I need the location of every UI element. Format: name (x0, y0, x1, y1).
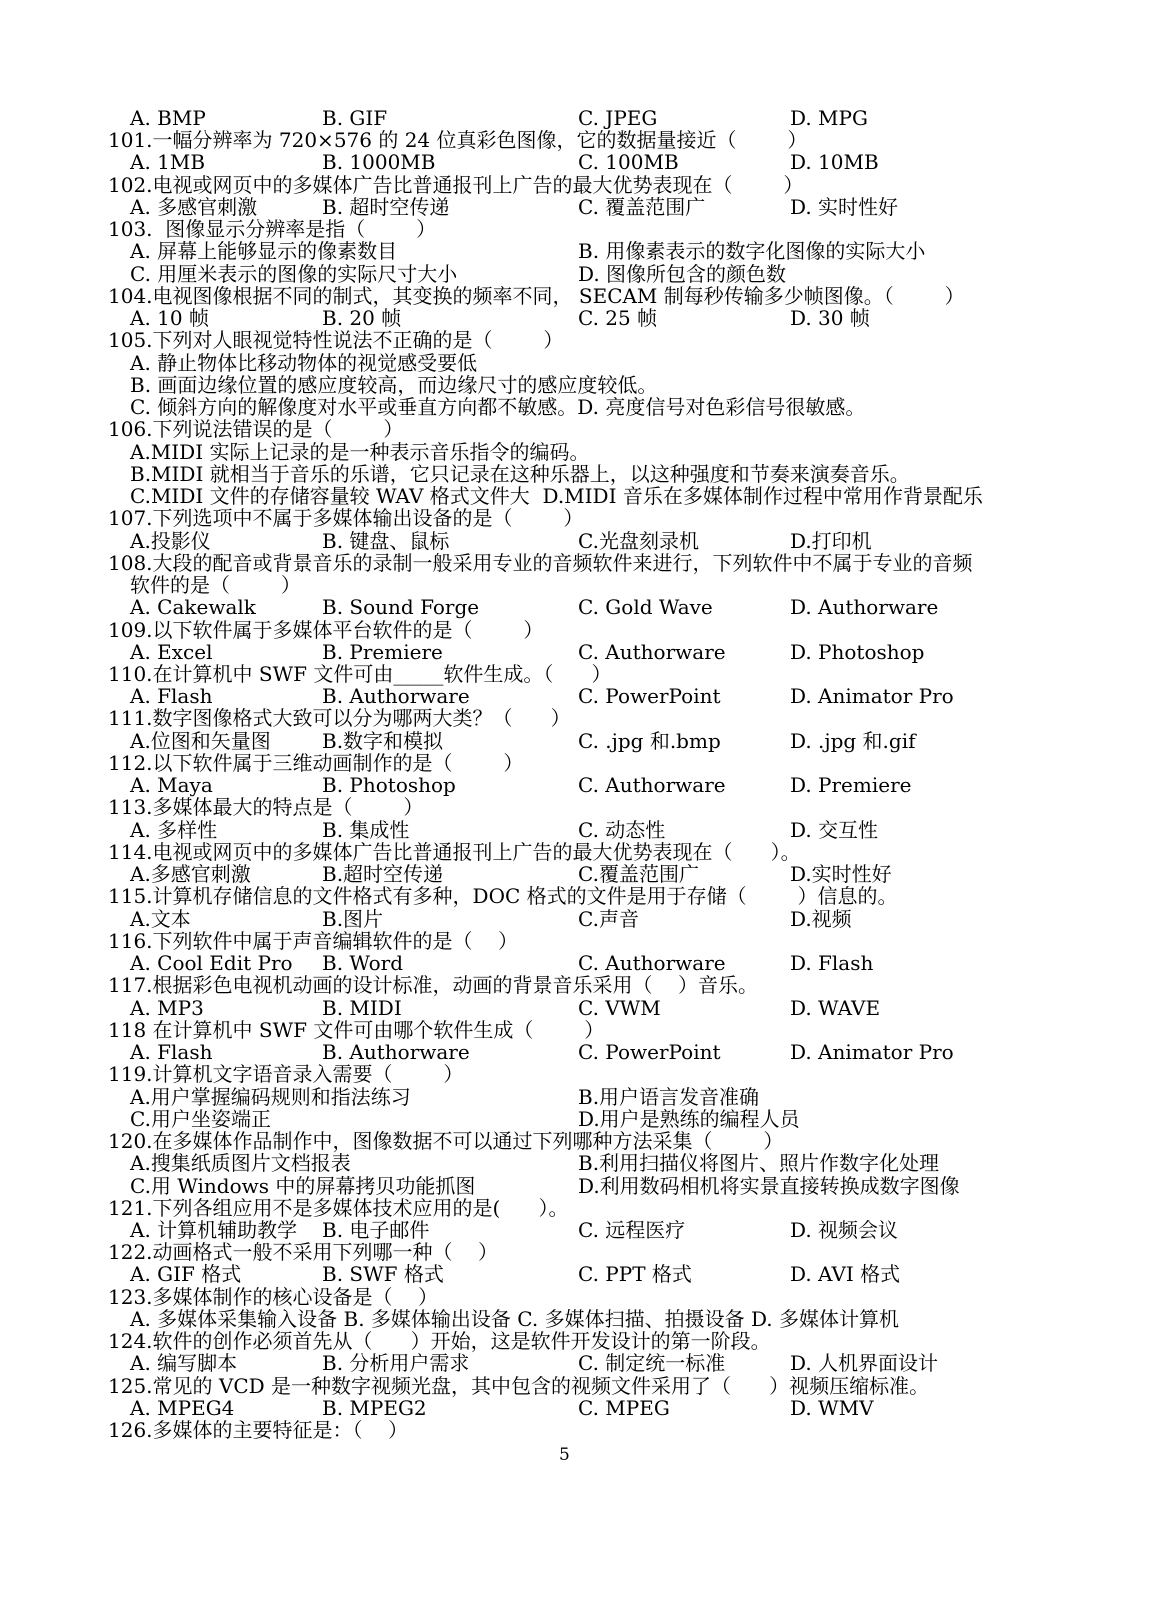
answer-option: D. Premiere (790, 773, 912, 798)
answer-option: A. 1MB (130, 150, 206, 175)
options-row (0, 1086, 1163, 1108)
answer-option: B. 1000MB (322, 150, 436, 175)
answer-option: B. 超时空传递 (322, 194, 450, 219)
answer-option: A. 多媒体采集输入设备 B. 多媒体输出设备 C. 多媒体扫描、拍摄设备 D. 多媒体计算机 (130, 1306, 899, 1331)
answer-option: B. MPEG2 (322, 1395, 427, 1420)
answer-option: D. AVI 格式 (790, 1262, 901, 1287)
options-row (0, 352, 1163, 374)
answer-option: A. 多样性 (130, 817, 218, 842)
question-stem: 116.下列软件中属于声音编辑软件的是（ ） (108, 928, 518, 953)
options-row (0, 530, 1163, 552)
answer-option: A.多感官刺激 (130, 862, 251, 887)
answer-option: D. 人机界面设计 (790, 1351, 939, 1376)
options-row (0, 441, 1163, 463)
options-row (0, 1308, 1163, 1330)
answer-option: A. MPEG4 (130, 1395, 235, 1420)
answer-option: C.用 Windows 中的屏幕拷贝功能抓图 (130, 1173, 476, 1198)
answer-option: C. JPEG (578, 106, 658, 130)
options-row (0, 240, 1163, 262)
answer-option: A. 多感官刺激 (130, 194, 258, 219)
answer-option: A.MIDI 实际上记录的是一种表示音乐指令的编码。 (130, 439, 590, 464)
options-row (0, 107, 1163, 129)
question-stem: 112.以下软件属于三维动画制作的是（ ） (108, 750, 524, 775)
answer-option: C. Authorware (578, 773, 726, 798)
answer-option: B. Authorware (322, 1040, 470, 1065)
exam-question-list (0, 107, 1163, 1447)
answer-option: A.投影仪 (130, 528, 211, 553)
answer-option: D. Photoshop (790, 639, 925, 664)
answer-option: C. 远程医疗 (578, 1218, 686, 1242)
options-row (0, 1219, 1163, 1241)
answer-option: D. 10MB (790, 150, 879, 175)
answer-option: A. Flash (130, 684, 213, 709)
answer-option: A. Maya (130, 773, 213, 798)
answer-option: B.超时空传递 (322, 862, 444, 887)
options-row (0, 1397, 1163, 1419)
answer-option: C.覆盖范围广 (578, 862, 699, 887)
options-row (0, 307, 1163, 329)
answer-option: A. BMP (130, 106, 206, 130)
answer-option: C. Authorware (578, 951, 726, 976)
answer-option: A. 计算机辅助教学 (130, 1218, 298, 1242)
answer-option: A.用户掌握编码规则和指法练习 (130, 1084, 411, 1109)
answer-option: B.数字和模拟 (322, 728, 444, 753)
question-stem: 125.常见的 VCD 是一种数字视频光盘，其中包含的视频文件采用了（ ）视频压缩标准。 (108, 1373, 930, 1398)
answer-option: D.视频 (790, 906, 852, 931)
answer-option: A. MP3 (130, 995, 204, 1020)
answer-option: B.用户语言发音准确 (578, 1084, 760, 1109)
answer-option: C.声音 (578, 906, 639, 931)
answer-option: B. 20 帧 (322, 306, 402, 331)
question-stem: 105.下列对人眼视觉特性说法不正确的是（ ） (108, 328, 564, 353)
answer-option: C. PPT 格式 (578, 1262, 692, 1287)
question-stem: 114.电视或网页中的多媒体广告比普通报刊上广告的最大优势表现在（ ）。 (108, 839, 801, 864)
answer-option: D. 30 帧 (790, 306, 870, 331)
question-stem: 104.电视图像根据不同的制式，其变换的频率不同， SECAM 制每秒传输多少帧图像。（ ） (108, 283, 965, 308)
options-row (0, 485, 1163, 507)
question-stem: 126.多媒体的主要特征是：（ ） (108, 1418, 408, 1443)
answer-option: B. Premiere (322, 639, 443, 664)
answer-option: D. WMV (790, 1395, 874, 1420)
answer-option: A. 10 帧 (130, 306, 209, 331)
question-stem: 110.在计算机中 SWF 文件可由_____软件生成。（ ） (108, 662, 612, 686)
answer-option: D. Flash (790, 951, 874, 976)
answer-option: D.利用数码相机将实景直接转换成数字图像 (578, 1173, 960, 1198)
answer-option: A. Cakewalk (130, 595, 256, 620)
question-stem: 109.以下软件属于多媒体平台软件的是（ ） (108, 617, 544, 642)
answer-option: B. 分析用户需求 (322, 1351, 470, 1376)
answer-option: A. 屏幕上能够显示的像素数目 (130, 239, 398, 264)
question-stem: 119.计算机文字语音录入需要（ ） (108, 1062, 464, 1087)
options-row (0, 1108, 1163, 1130)
answer-option: A. Excel (130, 639, 213, 664)
question-stem: 115.计算机存储信息的文件格式有多种，DOC 格式的文件是用于存储（ ）信息的。 (108, 884, 898, 909)
options-row (0, 1152, 1163, 1174)
answer-option: A.位图和矢量图 (130, 728, 271, 753)
answer-option: B. 电子邮件 (322, 1218, 430, 1242)
answer-option: B. GIF (322, 106, 388, 130)
question-stem: 102.电视或网页中的多媒体广告比普通报刊上广告的最大优势表现在（ ） (108, 172, 804, 197)
question-stem: 108.大段的配音或背景音乐的录制一般采用专业的音频软件来进行，下列软件中不属于专业的音频 (108, 550, 973, 575)
answer-option: C.用户坐姿端正 (130, 1106, 271, 1131)
options-row (0, 730, 1163, 752)
answer-option: C.光盘刻录机 (578, 528, 699, 553)
options-row (0, 151, 1163, 173)
options-row (0, 1352, 1163, 1374)
options-row (0, 685, 1163, 707)
options-row (0, 374, 1163, 396)
answer-option: B. SWF 格式 (322, 1262, 444, 1287)
options-row (0, 1263, 1163, 1285)
answer-option: D.用户是熟练的编程人员 (578, 1106, 800, 1131)
answer-option: B. Sound Forge (322, 595, 480, 620)
answer-option: D. 图像所包含的颜色数 (578, 261, 787, 286)
question-stem: 118 在计算机中 SWF 文件可由哪个软件生成（ ） (108, 1017, 605, 1042)
answer-option: B. Word (322, 951, 404, 976)
answer-option: C. PowerPoint (578, 684, 721, 709)
answer-option: A. GIF 格式 (130, 1262, 242, 1287)
question-stem: 123.多媒体制作的核心设备是（ ） (108, 1284, 438, 1309)
question-stem: 122.动画格式一般不采用下列哪一种（ ） (108, 1240, 498, 1265)
options-row (0, 641, 1163, 663)
options-row (0, 997, 1163, 1019)
answer-option: D. .jpg 和.gif (790, 728, 916, 753)
answer-option: B. Photoshop (322, 773, 456, 798)
question-stem: 111.数字图像格式大致可以分为哪两大类？（ ） (108, 706, 571, 731)
question-stem: 103. 图像显示分辨率是指（ ） (108, 217, 437, 242)
answer-option: D. MPG (790, 106, 868, 130)
answer-option: A.文本 (130, 906, 191, 931)
answer-option: C. Gold Wave (578, 595, 713, 620)
options-row (0, 396, 1163, 418)
answer-option: A.搜集纸质图片文档报表 (130, 1151, 351, 1176)
answer-option: D. WAVE (790, 995, 881, 1020)
answer-option: C.MIDI 文件的存储容量较 WAV 格式文件大 D.MIDI 音乐在多媒体制作过程中常用作背景配乐 (130, 484, 983, 509)
question-stem-continuation: 软件的是（ ） (130, 573, 301, 598)
answer-option: C. Authorware (578, 639, 726, 664)
question-stem: 117.根据彩色电视机动画的设计标准，动画的背景音乐采用（ ）音乐。 (108, 973, 758, 998)
answer-option: B. 用像素表示的数字化图像的实际大小 (578, 239, 926, 264)
answer-option: D.打印机 (790, 528, 872, 553)
answer-option: A. Cool Edit Pro (130, 951, 293, 976)
answer-option: C. 动态性 (578, 817, 666, 842)
options-row (0, 196, 1163, 218)
answer-option: C. 用厘米表示的图像的实际尺寸大小 (130, 261, 458, 286)
answer-option: D. Animator Pro (790, 1040, 954, 1065)
options-row (0, 819, 1163, 841)
answer-option: B.利用扫描仪将图片、照片作数字化处理 (578, 1151, 940, 1176)
answer-option: D.实时性好 (790, 862, 892, 887)
answer-option: C. MPEG (578, 1395, 670, 1420)
question-stem: 113.多媒体最大的特点是（ ） (108, 795, 424, 820)
options-row (0, 1041, 1163, 1063)
question-stem: 120.在多媒体作品制作中，图像数据不可以通过下列哪种方法采集（ ） (108, 1129, 784, 1154)
answer-option: C. VWM (578, 995, 661, 1020)
answer-option: D. 视频会议 (790, 1218, 899, 1242)
options-row (0, 596, 1163, 618)
answer-option: B.图片 (322, 906, 384, 931)
options-row (0, 952, 1163, 974)
answer-option: B.MIDI 就相当于音乐的乐谱，它只记录在这种乐器上，以这种强度和节奏来演奏音乐。 (130, 461, 910, 486)
question-stem: 121.下列各组应用不是多媒体技术应用的是( ）。 (108, 1195, 569, 1220)
options-row (0, 863, 1163, 885)
page-number: 5 (559, 1445, 570, 1465)
answer-option: C. 覆盖范围广 (578, 194, 706, 219)
answer-option: B. MIDI (322, 995, 402, 1020)
answer-option: B. 集成性 (322, 817, 410, 842)
question-stem: 124.软件的创作必须首先从（ ）开始，这是软件开发设计的第一阶段。 (108, 1329, 771, 1354)
options-row (0, 463, 1163, 485)
answer-option: C. PowerPoint (578, 1040, 721, 1065)
answer-option: D. Animator Pro (790, 684, 954, 709)
answer-option: A. 静止物体比移动物体的视觉感受要低 (130, 350, 478, 375)
answer-option: D. 实时性好 (790, 194, 899, 219)
answer-option: C. 25 帧 (578, 306, 658, 331)
options-row (0, 1175, 1163, 1197)
question-stem: 107.下列选项中不属于多媒体输出设备的是（ ） (108, 506, 584, 531)
question-stem: 101.一幅分辨率为 720×576 的 24 位真彩色图像，它的数据量接近（ ） (108, 128, 808, 153)
answer-option: B. 键盘、鼠标 (322, 528, 450, 553)
answer-option: D. Authorware (790, 595, 939, 620)
answer-option: C. 100MB (578, 150, 679, 175)
answer-option: D. 交互性 (790, 817, 879, 842)
answer-option: A. Flash (130, 1040, 213, 1065)
question-stem: 106.下列说法错误的是（ ） (108, 417, 404, 442)
answer-option: C. 倾斜方向的解像度对水平或垂直方向都不敏感。D. 亮度信号对色彩信号很敏感。 (130, 395, 866, 420)
answer-option: C. .jpg 和.bmp (578, 728, 721, 753)
options-row (0, 774, 1163, 796)
options-row (0, 908, 1163, 930)
answer-option: B. 画面边缘位置的感应度较高，而边缘尺寸的感应度较低。 (130, 372, 658, 397)
answer-option: C. 制定统一标准 (578, 1351, 726, 1376)
answer-option: A. 编写脚本 (130, 1351, 238, 1376)
answer-option: B. Authorware (322, 684, 470, 709)
options-row (0, 263, 1163, 285)
